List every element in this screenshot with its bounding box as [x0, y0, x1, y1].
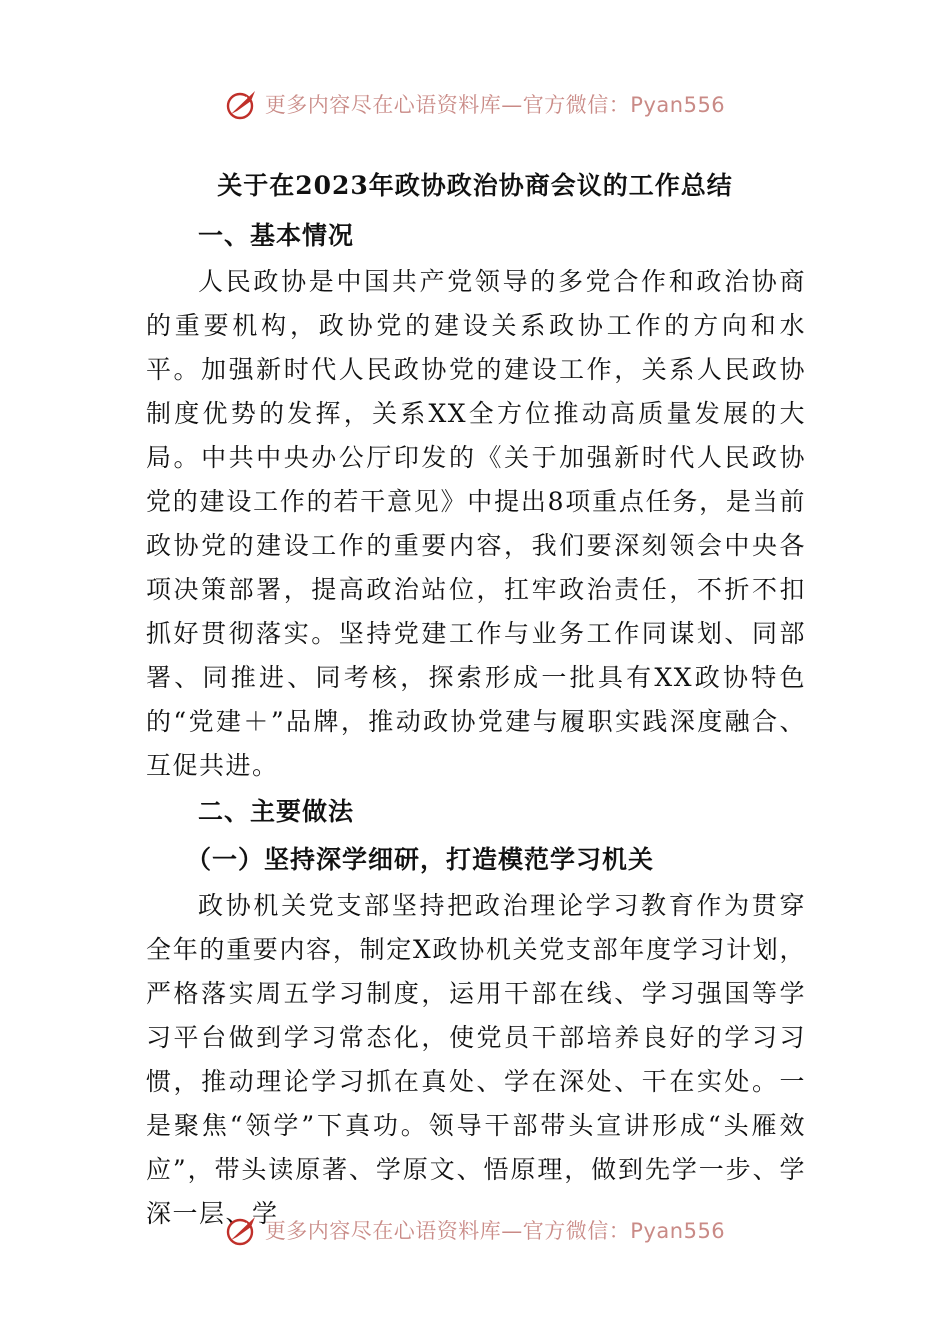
banner-text: 更多内容尽在心语资料库—官方微信：Pyan556 [264, 93, 726, 117]
paragraph-basic-situation: 人民政协是中国共产党领导的多党合作和政治协商的重要机构，政协党的建设关系政协工作的方向和水平。加强新时代人民政协党的建设工作，关系人民政协制度优势的发挥，关系XX全方位推动高质量发展的大局。中共中央办公厅印发的《关于加强新时代人民政协党的建设工作的若干意见》中提出8项重点任务，是当前政协党的建设工作的重要内容，我们要深刻领会中央各项决策部署，提高政治站位，扛牢政治责任，不折不扣抓好贯彻落实。坚持党建工作与业务工作同谋划、同部署、同推进、同考核，探索形成一批具有XX政协特色的“党建＋”品牌，推动政协党建与履职实践深度融合、互促共进。 [146, 267, 806, 780]
quill-logo-icon [225, 1213, 259, 1247]
footer-banner [0, 1210, 950, 1250]
subsection-heading-study: （一）坚持深学细研，打造模范学习机关 [186, 845, 655, 874]
paragraph-study: 政协机关党支部坚持把政治理论学习教育作为贯穿全年的重要内容，制定X政协机关党支部年度学习计划，严格落实周五学习制度，运用干部在线、学习强国等学习平台做到学习常态化，使党员干部培养良好的学习习惯，推动理论学习抓在真处、学在深处、干在实处。一是聚焦“领学”下真功。领导干部带头宣讲形成“头雁效应”，带头读原著、学原文、悟原理，做到先学一步、学深一层、学 [146, 891, 806, 1228]
section-heading-main-practices: 二、主要做法 [198, 797, 355, 826]
banner-text: 更多内容尽在心语资料库—官方微信：Pyan556 [264, 1219, 726, 1243]
section-heading-basic-situation: 一、基本情况 [198, 221, 355, 250]
quill-logo-icon [225, 87, 259, 121]
document-title: 关于在2023年政协政治协商会议的工作总结 [217, 171, 733, 200]
header-banner [0, 84, 950, 124]
document-body [146, 212, 806, 1236]
